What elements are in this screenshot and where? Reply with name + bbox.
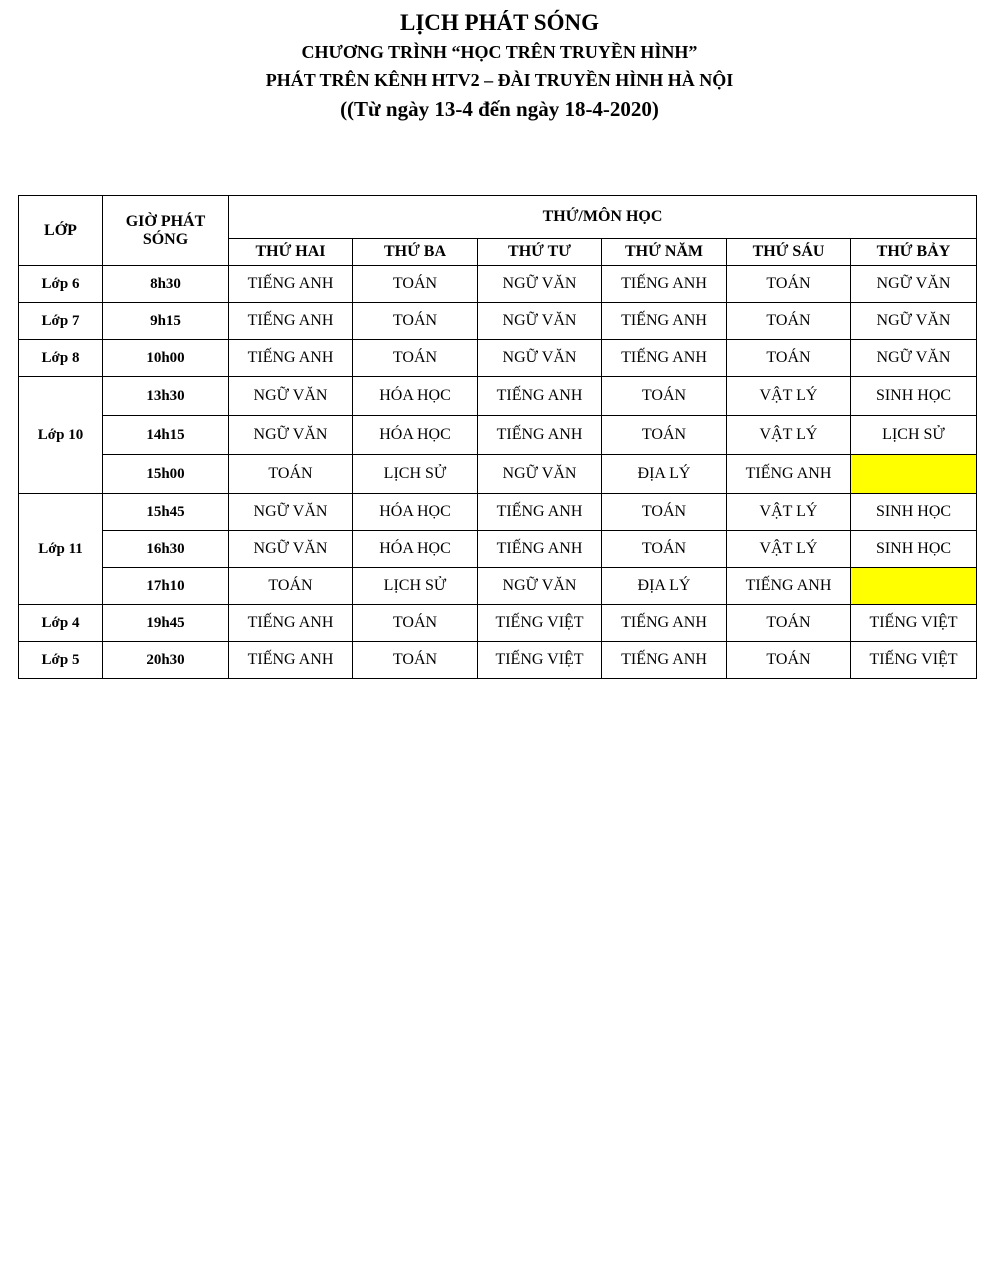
time-cell: 20h30 [103,642,229,679]
subject-cell: TIẾNG ANH [602,340,727,377]
subject-cell: NGỮ VĂN [851,303,977,340]
subject-cell: TIẾNG ANH [478,494,602,531]
subject-cell: TOÁN [353,605,478,642]
subject-cell: TIẾNG ANH [602,642,727,679]
subject-cell: TIẾNG ANH [478,531,602,568]
class-cell: Lớp 10 [19,377,103,494]
subject-cell: VẬT LÝ [727,377,851,416]
subject-cell: NGỮ VĂN [229,531,353,568]
subject-cell: TIẾNG ANH [478,416,602,455]
subject-cell: TIẾNG ANH [602,303,727,340]
subject-cell: VẬT LÝ [727,531,851,568]
highlighted-empty-cell [851,455,977,494]
subject-cell: TIẾNG ANH [229,340,353,377]
table-row [19,303,977,340]
subject-cell: TOÁN [727,340,851,377]
subject-cell: TOÁN [602,377,727,416]
class-cell: Lớp 11 [19,494,103,605]
table-row [19,455,977,494]
subject-cell: TOÁN [353,340,478,377]
day-header: THỨ BẢY [851,239,977,266]
time-cell: 10h00 [103,340,229,377]
subject-cell: TOÁN [727,303,851,340]
subject-cell: TOÁN [727,605,851,642]
time-cell: 19h45 [103,605,229,642]
column-header-gio: GIỜ PHÁT SÓNG [103,196,229,266]
time-cell: 8h30 [103,266,229,303]
subject-cell: TOÁN [353,642,478,679]
subject-cell: TOÁN [602,494,727,531]
subject-cell: TIẾNG ANH [229,266,353,303]
subject-cell: TOÁN [602,531,727,568]
subject-cell: TOÁN [353,266,478,303]
subject-cell: SINH HỌC [851,531,977,568]
subject-cell: LỊCH SỬ [353,568,478,605]
time-cell: 13h30 [103,377,229,416]
time-cell: 15h45 [103,494,229,531]
subject-cell: TIẾNG ANH [727,568,851,605]
time-cell: 14h15 [103,416,229,455]
subject-cell: SINH HỌC [851,494,977,531]
channel-name: PHÁT TRÊN KÊNH HTV2 – ĐÀI TRUYỀN HÌNH HÀ NỘI [265,70,734,90]
subject-cell: HÓA HỌC [353,377,478,416]
table-row [19,340,977,377]
subject-cell: TOÁN [727,266,851,303]
subject-cell: TIẾNG ANH [229,303,353,340]
subject-cell: SINH HỌC [851,377,977,416]
subject-cell: TOÁN [229,455,353,494]
subject-cell: VẬT LÝ [727,494,851,531]
subject-cell: NGỮ VĂN [478,340,602,377]
column-header-lop: LỚP [19,196,103,266]
subject-cell: TOÁN [353,303,478,340]
time-cell: 15h00 [103,455,229,494]
subject-cell: NGỮ VĂN [478,568,602,605]
table-row [19,416,977,455]
table-row [19,531,977,568]
program-name: CHƯƠNG TRÌNH “HỌC TRÊN TRUYỀN HÌNH” [301,42,698,62]
subject-cell: VẬT LÝ [727,416,851,455]
broadcast-schedule-table [18,195,977,679]
subject-cell: NGỮ VĂN [229,494,353,531]
document-title: LỊCH PHÁT SÓNG [400,10,599,35]
subject-cell: TIẾNG VIỆT [851,605,977,642]
class-cell: Lớp 8 [19,340,103,377]
subject-cell: HÓA HỌC [353,531,478,568]
day-header: THỨ HAI [229,239,353,266]
day-header: THỨ SÁU [727,239,851,266]
subject-cell: TOÁN [602,416,727,455]
subject-cell: TOÁN [229,568,353,605]
subject-cell: TIẾNG ANH [602,266,727,303]
subject-cell: NGỮ VĂN [851,340,977,377]
time-cell: 17h10 [103,568,229,605]
subject-cell: NGỮ VĂN [478,303,602,340]
subject-cell: ĐỊA LÝ [602,568,727,605]
document-header [0,8,999,124]
subject-cell: TIẾNG ANH [478,377,602,416]
time-cell: 9h15 [103,303,229,340]
highlighted-empty-cell [851,568,977,605]
table-row [19,266,977,303]
subject-cell: TIẾNG VIỆT [478,642,602,679]
day-header: THỨ NĂM [602,239,727,266]
day-header: THỨ TƯ [478,239,602,266]
time-cell: 16h30 [103,531,229,568]
day-header: THỨ BA [353,239,478,266]
subject-cell: TIẾNG ANH [229,605,353,642]
subject-cell: TIẾNG VIỆT [851,642,977,679]
subject-cell: TIẾNG VIỆT [478,605,602,642]
table-row [19,377,977,416]
subject-cell: TOÁN [727,642,851,679]
column-group-header: THỨ/MÔN HỌC [229,196,977,239]
table-row [19,494,977,531]
subject-cell: HÓA HỌC [353,494,478,531]
subject-cell: LỊCH SỬ [353,455,478,494]
subject-cell: LỊCH SỬ [851,416,977,455]
subject-cell: NGỮ VĂN [478,455,602,494]
date-range: ((Từ ngày 13-4 đến ngày 18-4-2020) [340,97,659,121]
table-row [19,568,977,605]
subject-cell: HÓA HỌC [353,416,478,455]
subject-cell: TIẾNG ANH [602,605,727,642]
subject-cell: NGỮ VĂN [851,266,977,303]
table-row [19,642,977,679]
subject-cell: TIẾNG ANH [727,455,851,494]
table-row [19,605,977,642]
class-cell: Lớp 4 [19,605,103,642]
subject-cell: ĐỊA LÝ [602,455,727,494]
subject-cell: NGỮ VĂN [229,416,353,455]
subject-cell: TIẾNG ANH [229,642,353,679]
class-cell: Lớp 7 [19,303,103,340]
class-cell: Lớp 5 [19,642,103,679]
class-cell: Lớp 6 [19,266,103,303]
subject-cell: NGỮ VĂN [478,266,602,303]
subject-cell: NGỮ VĂN [229,377,353,416]
